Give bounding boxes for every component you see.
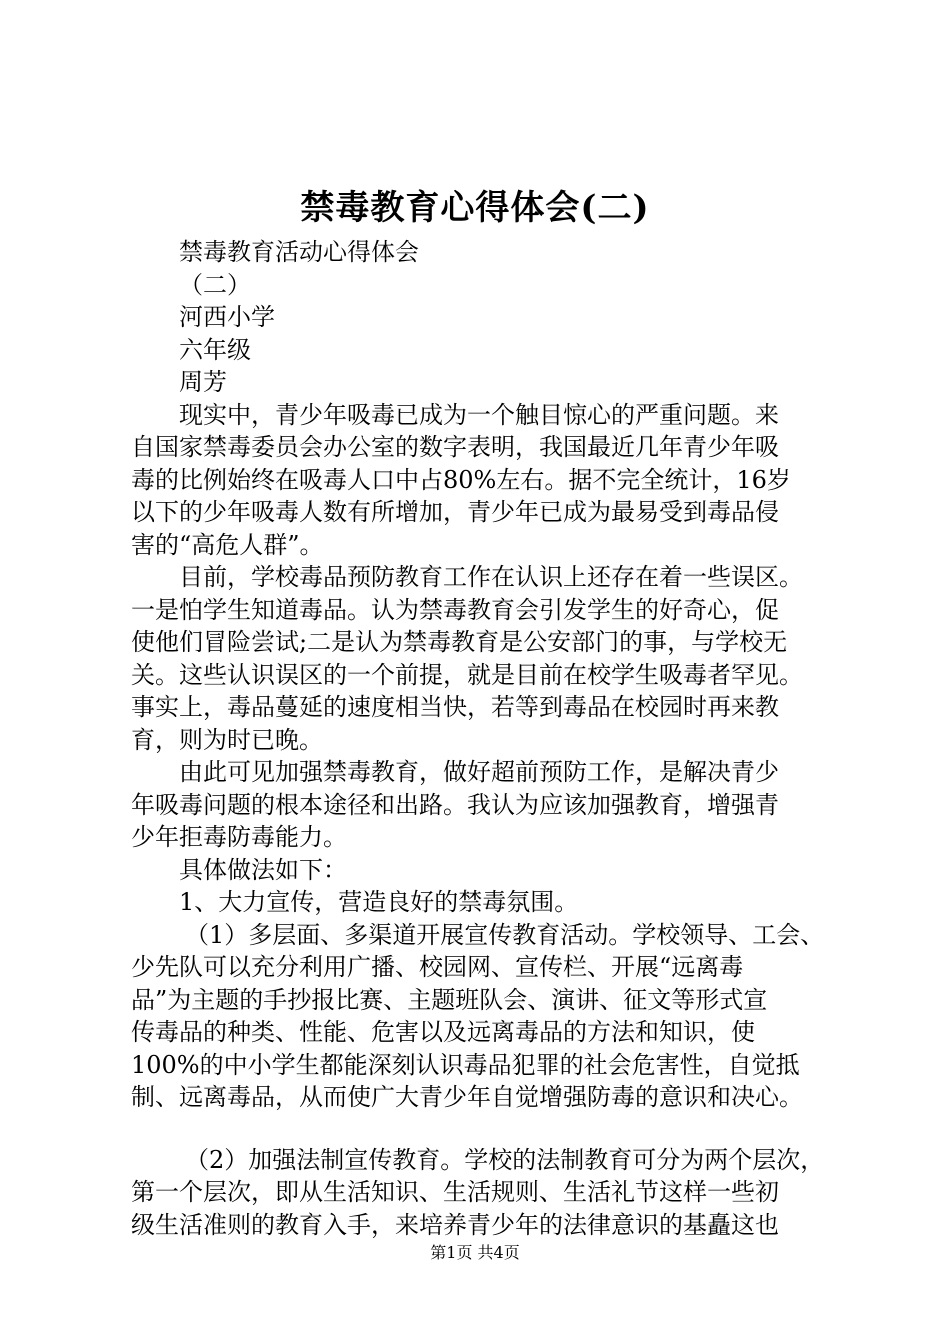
paragraph-1-line-1: 现实中，青少年吸毒已成为一个触目惊心的严重问题。来 — [179, 400, 779, 429]
paragraph-1-line-5: 害的“高危人群”。 — [131, 530, 324, 559]
paragraph-1-line-3: 毒的比例始终在吸毒人口中占80%左右。据不完全统计，16岁 — [131, 465, 791, 494]
paragraph-3-line-1: 由此可见加强禁毒教育，做好超前预防工作，是解决青少 — [179, 758, 779, 786]
author-line: 周芳 — [179, 368, 227, 396]
paragraph-2-line-3: 使他们冒险尝试;二是认为禁毒教育是公安部门的事，与学校无 — [131, 628, 788, 656]
paragraph-4-line-1: （1）多层面、多渠道开展宣传教育活动。学校领导、工会、 — [185, 920, 825, 949]
paragraph-4-line-5: 100%的中小学生都能深刻认识毒品犯罪的社会危害性，自觉抵 — [131, 1050, 800, 1079]
paragraph-4-line-4: 传毒品的种类、性能、危害以及远离毒品的方法和知识，使 — [131, 1018, 755, 1046]
document-title: 禁毒教育心得体会(二) — [300, 188, 650, 228]
paragraph-1-line-2: 自国家禁毒委员会办公室的数字表明，我国最近几年青少年吸 — [131, 433, 779, 461]
paragraph-4-line-2: 少先队可以充分利用广播、校园网、宣传栏、开展“远离毒 — [131, 953, 744, 981]
document-body — [131, 236, 851, 1241]
paragraph-5-line-1: （2）加强法制宣传教育。学校的法制教育可分为两个层次， — [185, 1145, 825, 1174]
paragraph-5-line-3: 级生活准则的教育入手，来培养青少年的法律意识的基矗这也 — [131, 1210, 779, 1239]
grade-line: 六年级 — [179, 335, 251, 364]
paragraph-2-line-5: 事实上，毒品蔓延的速度相当快，若等到毒品在校园时再来教 — [131, 693, 779, 721]
paragraph-5-line-2: 第一个层次，即从生活知识、生活规则、生活礼节这样一些初 — [131, 1178, 779, 1206]
paragraph-3-line-2: 年吸毒问题的根本途径和出路。我认为应该加强教育，增强青 — [131, 790, 779, 819]
paragraph-2-line-2: 一是怕学生知道毒品。认为禁毒教育会引发学生的好奇心，促 — [131, 595, 779, 624]
paragraph-2-line-4: 关。这些认识误区的一个前提，就是目前在校学生吸毒者罕见。 — [131, 660, 803, 689]
school-line: 河西小学 — [179, 303, 275, 331]
paragraph-2-line-6: 育，则为时已晚。 — [131, 725, 323, 754]
paragraph-4-line-6: 制、远离毒品，从而使广大青少年自觉增强防毒的意识和决心。 — [131, 1083, 803, 1111]
paragraph-1-line-4: 以下的少年吸毒人数有所增加，青少年已成为最易受到毒品侵 — [131, 498, 779, 526]
page-footer: 第1页 共4页 — [430, 1243, 520, 1262]
paragraph-gap — [131, 1114, 851, 1144]
paragraph-4-line-3: 品”为主题的手抄报比赛、主题班队会、演讲、征文等形式宣 — [131, 985, 768, 1014]
method-1-heading: 1、大力宣传，营造良好的禁毒氛围。 — [179, 888, 579, 916]
paragraph-3-line-3: 少年拒毒防毒能力。 — [131, 823, 347, 851]
subtitle-line: 禁毒教育活动心得体会 — [179, 238, 419, 266]
subtitle-number-line: （二） — [179, 270, 251, 299]
methods-heading: 具体做法如下： — [179, 855, 347, 884]
paragraph-2-line-1: 目前，学校毒品预防教育工作在认识上还存在着一些误区。 — [179, 563, 803, 591]
